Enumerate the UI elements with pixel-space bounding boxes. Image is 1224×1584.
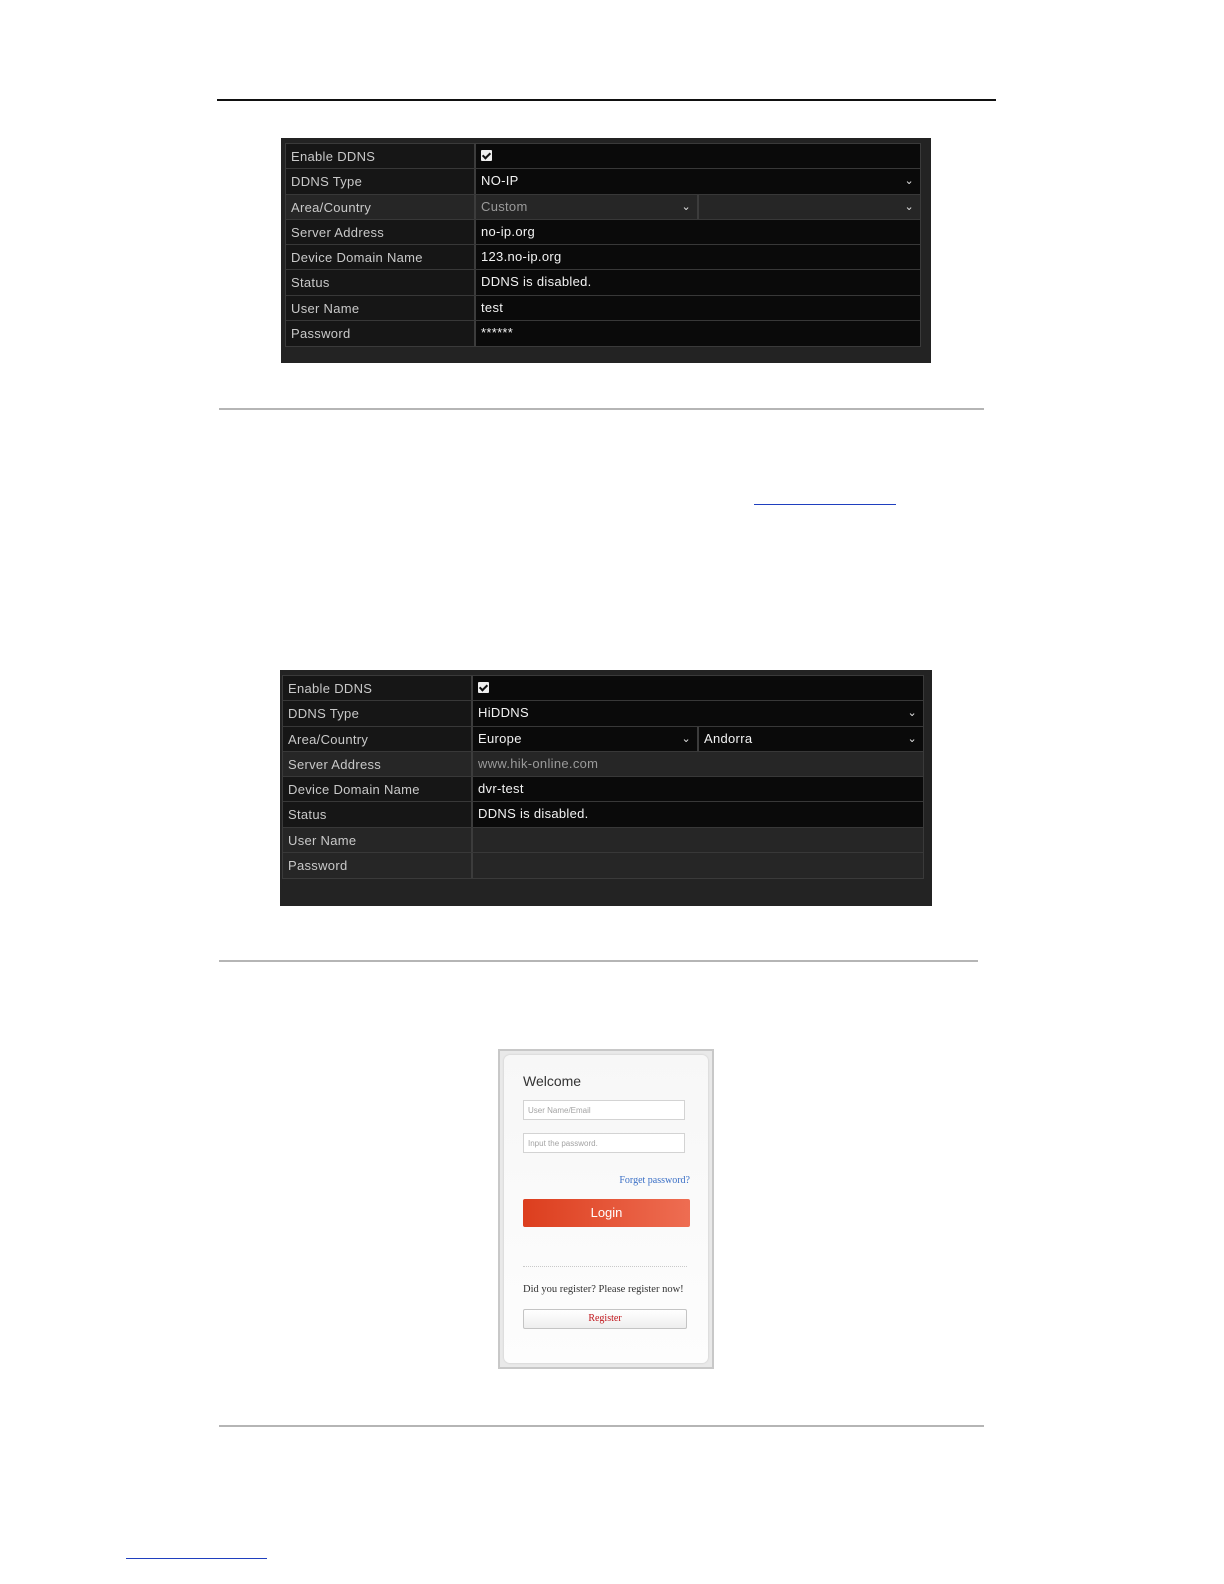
device-domain-name-label: Device Domain Name xyxy=(283,777,473,801)
figure-divider-1 xyxy=(219,408,984,410)
ddns-type-select[interactable] xyxy=(476,169,920,193)
row-area-country xyxy=(286,195,920,220)
row-server-address xyxy=(283,752,923,777)
row-device-domain-name xyxy=(286,245,920,270)
checkbox-checked-icon[interactable] xyxy=(481,150,492,161)
figure-divider-3 xyxy=(219,1425,984,1427)
user-name-label: User Name xyxy=(286,296,476,320)
password-label: Password xyxy=(283,853,473,878)
username-email-input[interactable]: User Name/Email xyxy=(523,1100,685,1120)
footer-link-underline[interactable] xyxy=(126,1558,267,1559)
ddns-settings-table xyxy=(285,143,921,347)
row-enable-ddns xyxy=(283,676,923,701)
row-ddns-type xyxy=(283,701,923,726)
area-value: Custom xyxy=(481,198,528,214)
user-name-label: User Name xyxy=(283,828,473,852)
chevron-down-icon: ⌄ xyxy=(907,732,917,745)
login-button[interactable]: Login xyxy=(523,1199,690,1227)
user-name-input xyxy=(473,828,923,852)
server-address-input[interactable]: no-ip.org xyxy=(476,220,920,244)
row-status xyxy=(283,802,923,827)
register-button[interactable]: Register xyxy=(523,1309,687,1329)
status-label: Status xyxy=(283,802,473,826)
ddns-type-value: HiDDNS xyxy=(478,705,529,721)
chevron-down-icon: ⌄ xyxy=(904,175,914,188)
header-rule xyxy=(217,99,996,101)
area-country-label: Area/Country xyxy=(286,195,476,219)
chevron-down-icon: ⌄ xyxy=(904,200,914,213)
chevron-down-icon: ⌄ xyxy=(907,707,917,720)
checkbox-checked-icon[interactable] xyxy=(478,682,489,693)
row-server-address xyxy=(286,220,920,245)
area-select[interactable] xyxy=(473,727,697,751)
row-enable-ddns xyxy=(286,144,920,169)
server-address-label: Server Address xyxy=(283,752,473,776)
area-country-label: Area/Country xyxy=(283,727,473,751)
ddns-settings-table xyxy=(282,675,924,879)
country-select xyxy=(697,195,920,219)
device-domain-name-input[interactable]: 123.no-ip.org xyxy=(476,245,920,269)
status-label: Status xyxy=(286,270,476,294)
row-ddns-type xyxy=(286,169,920,194)
forget-password-link[interactable]: Forget password? xyxy=(619,1175,690,1186)
server-address-label: Server Address xyxy=(286,220,476,244)
figure-divider-2 xyxy=(219,960,978,962)
enable-ddns-label: Enable DDNS xyxy=(283,676,473,700)
device-domain-name-label: Device Domain Name xyxy=(286,245,476,269)
password-field[interactable]: Input the password. xyxy=(523,1133,685,1153)
row-user-name xyxy=(283,828,923,853)
row-status xyxy=(286,270,920,295)
row-password xyxy=(286,321,920,346)
enable-ddns-cell xyxy=(473,676,923,700)
area-value: Europe xyxy=(478,730,522,746)
welcome-title: Welcome xyxy=(523,1073,582,1089)
ddns-type-label: DDNS Type xyxy=(286,169,476,193)
status-value: DDNS is disabled. xyxy=(476,270,920,294)
status-value: DDNS is disabled. xyxy=(473,802,923,826)
country-select[interactable] xyxy=(697,727,923,751)
dotted-divider xyxy=(523,1266,687,1267)
area-select xyxy=(476,195,697,219)
row-area-country xyxy=(283,727,923,752)
hyperlink-underline[interactable] xyxy=(754,504,896,505)
login-card xyxy=(504,1055,708,1363)
row-password xyxy=(283,853,923,878)
chevron-down-icon: ⌄ xyxy=(681,200,691,213)
row-user-name xyxy=(286,296,920,321)
ddns-panel-hiddns xyxy=(280,670,932,906)
user-name-input[interactable]: test xyxy=(476,296,920,320)
row-device-domain-name xyxy=(283,777,923,802)
country-value: Andorra xyxy=(704,730,753,746)
register-prompt: Did you register? Please register now! xyxy=(523,1284,684,1295)
ddns-type-label: DDNS Type xyxy=(283,701,473,725)
password-input[interactable]: ****** xyxy=(476,321,920,346)
password-input xyxy=(473,853,923,878)
chevron-down-icon: ⌄ xyxy=(681,732,691,745)
enable-ddns-cell xyxy=(476,144,920,168)
ddns-panel-noip xyxy=(281,138,931,363)
login-screenshot xyxy=(498,1049,714,1369)
password-label: Password xyxy=(286,321,476,346)
ddns-type-value: NO-IP xyxy=(481,173,519,189)
device-domain-name-input[interactable]: dvr-test xyxy=(473,777,923,801)
enable-ddns-label: Enable DDNS xyxy=(286,144,476,168)
server-address-input: www.hik-online.com xyxy=(473,752,923,776)
ddns-type-select[interactable] xyxy=(473,701,923,725)
